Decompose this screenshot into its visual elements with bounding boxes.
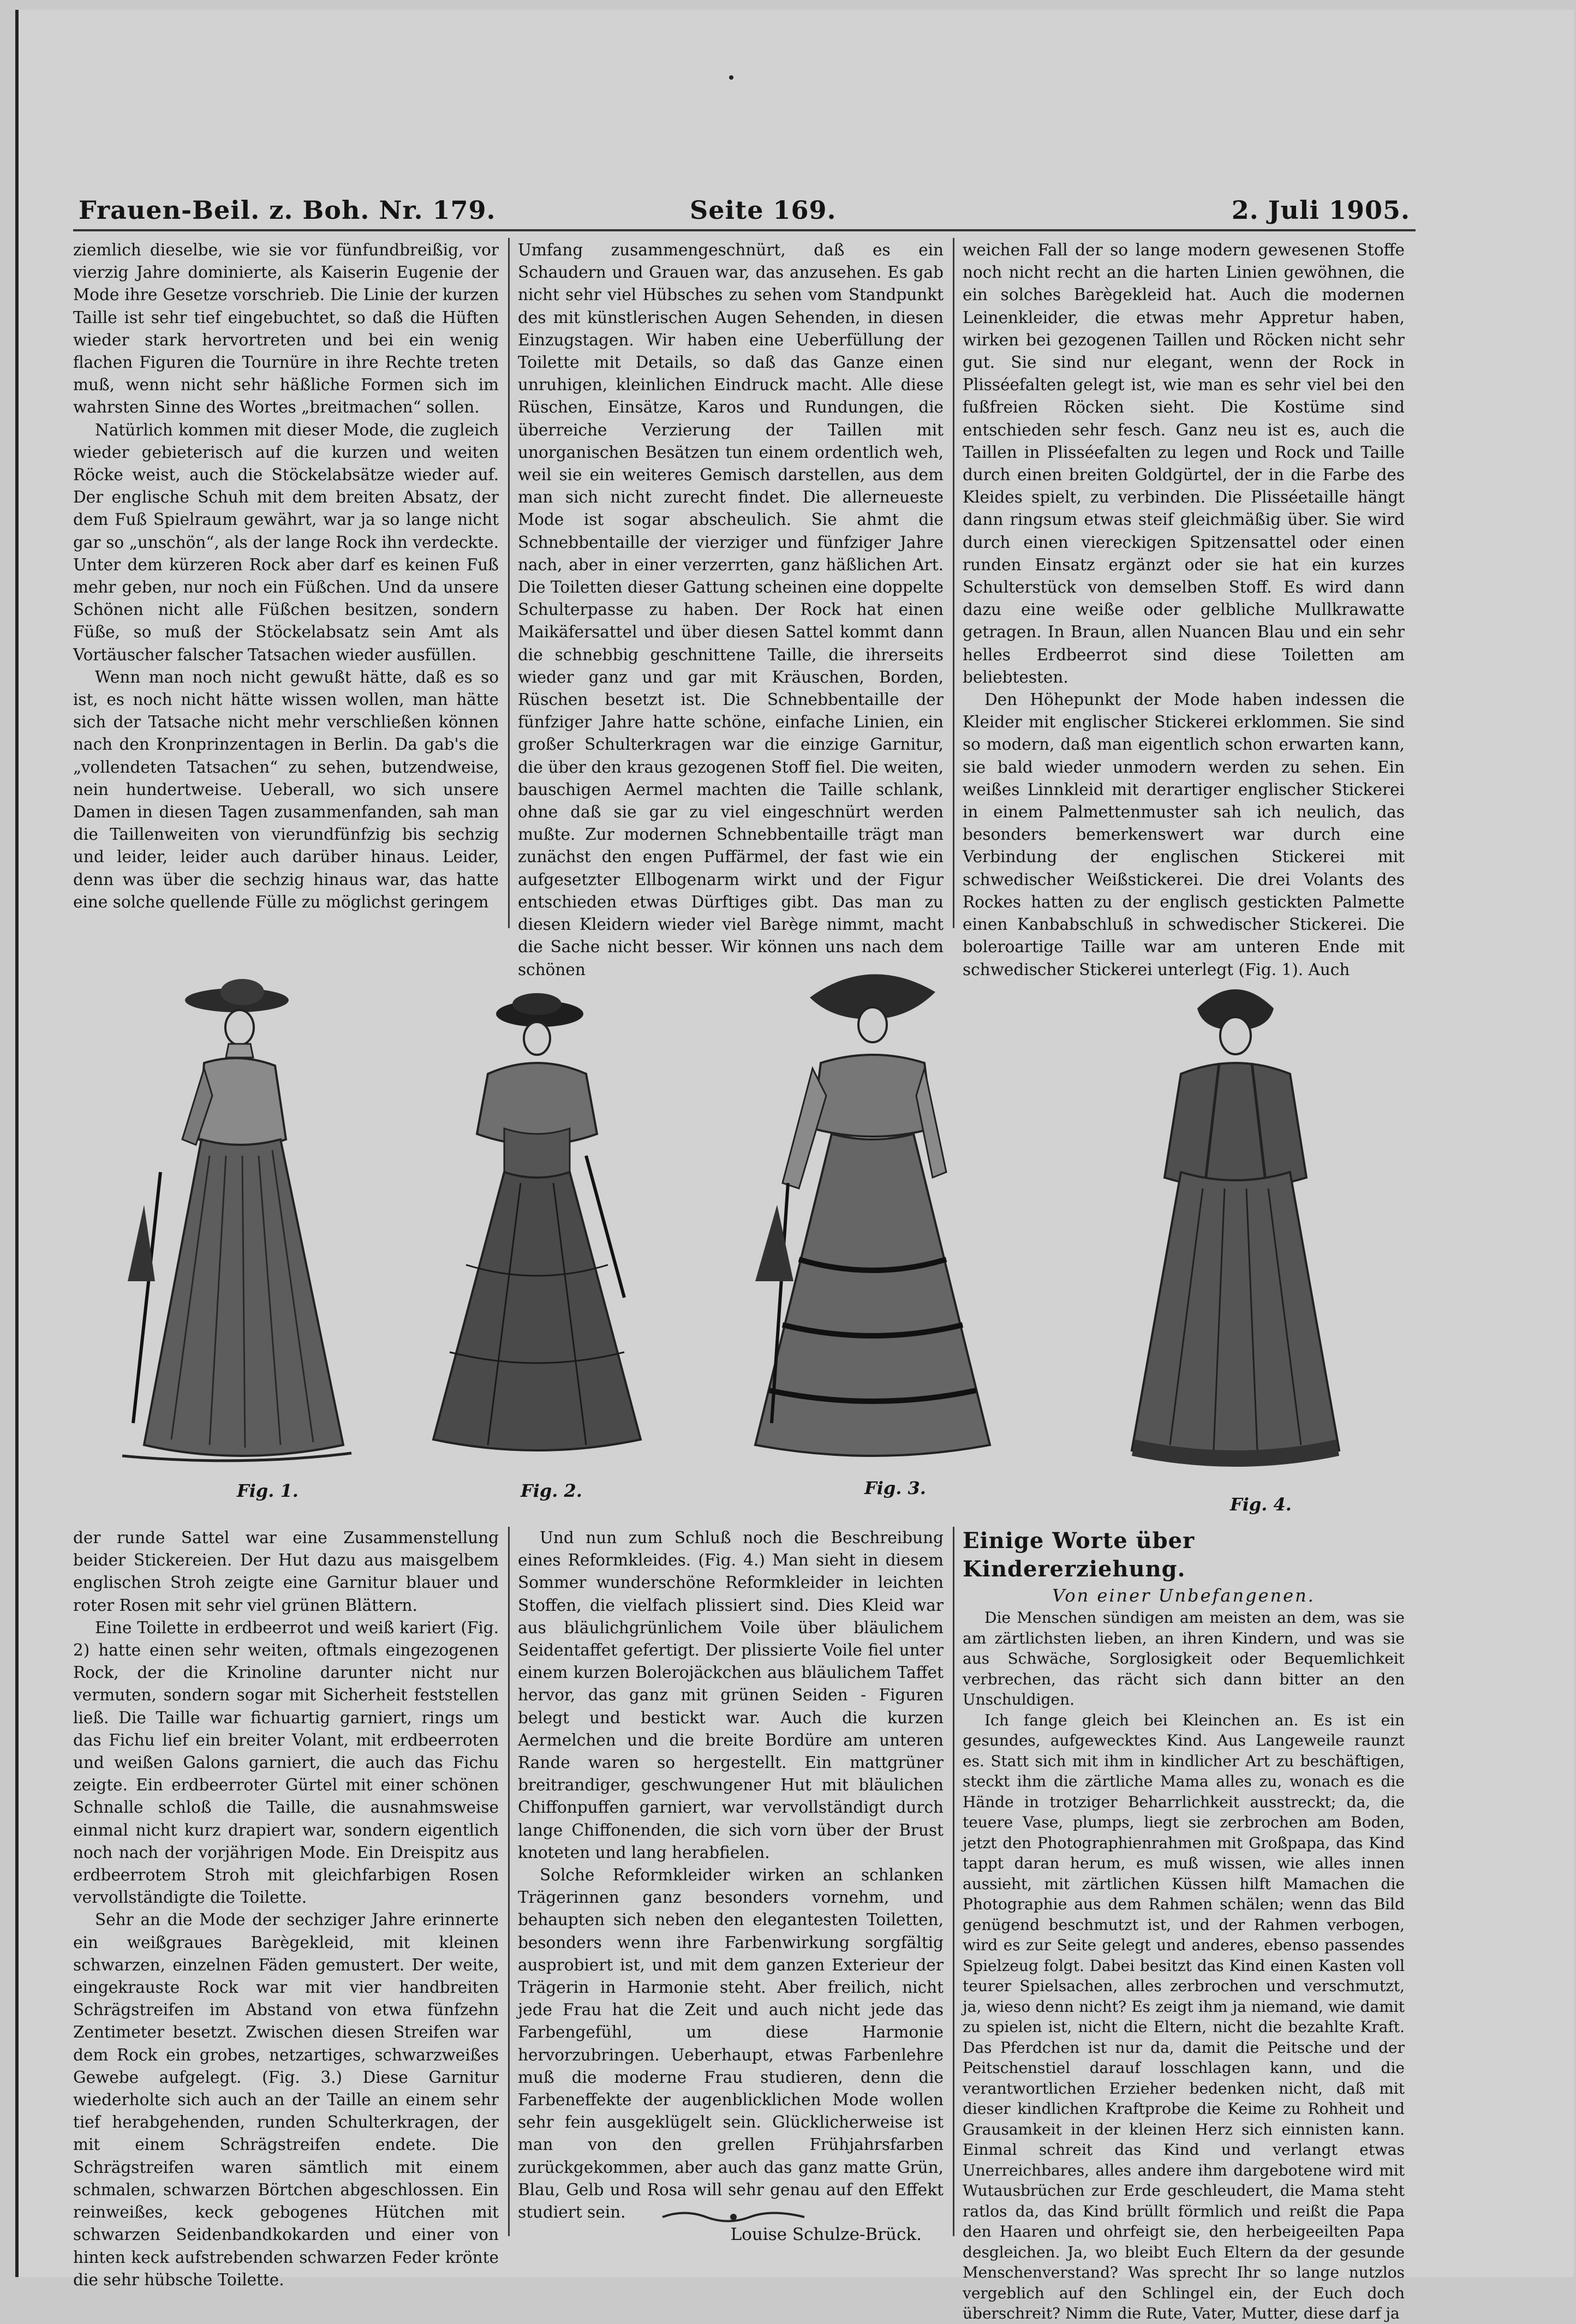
figure-1-caption: Fig. 1. bbox=[237, 1480, 299, 1501]
paragraph: Solche Reformkleider wirken an schlanken Trägerinnen ganz besonders vornehm, und behaupten sich neben den elegantesten Toiletten, besonders wenn ihre Farbenwirkung sorgfältig ausprobiert ist, und mit dem ganzen Exterieur der Trägerin in Harmonie steht. Aber freilich, nicht jede Frau hat die Zeit und auch nicht jede das Farbengefühl, um diese Harmonie hervorzubringen. Ueberhaupt, etwas Farbenlehre muß die moderne Frau studieren, denn die Farbeneffekte der augenblicklichen Mode wollen sehr fein ausgeklügelt sein. Glücklicherweise ist man von den grellen Frühjahrsfarben zurückgekommen, aber auch das ganz matte Grün, Blau, Gelb und Rosa will sehr genau auf den Effekt studiert sein. bbox=[518, 1866, 944, 2222]
column-1-top bbox=[73, 239, 499, 927]
figure-4-drawing bbox=[1121, 970, 1350, 1472]
fashion-illustration bbox=[73, 932, 1421, 1516]
figure-1-drawing bbox=[122, 976, 351, 1467]
paragraph: Eine Toilette in erdbeerrot und weiß kariert (Fig. 2) hatte einen sehr weiten, oftmals eingezogenen Rock, der die Krinoline darunter nicht nur vermuten, sondern sogar mit Sicherheit feststellen ließ. Die Taille war fichuartig garniert, rings um das Fichu lief ein breiter Volant, mit erdbeerroten und weißen Galons garniert, die auch das Fichu zeigte. Ein erdbeerroter Gürtel mit einer schönen Schnalle schloß die Taille, die ausnahmsweise einmal nicht kurz drapiert war, sondern eigentlich noch nach der vorjährigen Mode. Ein Dreispitz aus erdbeerrotem Stroh mit gleichfarbigen Rosen vervollständigte die Toilette. bbox=[73, 1618, 499, 1907]
figure-3-caption: Fig. 3. bbox=[864, 1478, 926, 1498]
column-2-bottom bbox=[518, 1527, 944, 2245]
ink-dot bbox=[729, 75, 733, 80]
paragraph: Sehr an die Mode der sechziger Jahre erinnerte ein weißgraues Barègekleid, mit kleinen schwarzen, einzelnen Fäden gemustert. Der weite, eingekrauste Rock war mit vier handbreiten Schrägstreifen im Abstand von etwa fünfzehn Zentimeter besetzt. Zwischen diesen Streifen war dem Rock ein grobes, netzartiges, schwarzweißes Gewebe aufgelegt. (Fig. 3.) Diese Garnitur wiederholte sich auch an der Taille an einem sehr tief herabgehenden, runden Schulterkragen, der mit einem Schrägstreifen endete. Die Schrägstreifen waren sämtlich mit einem schmalen, schwarzen Börtchen abgeschlossen. Ein reinweißes, keck gebogenes Hütchen mit schwarzen Seidenbandkokarden und einer von hinten keck aufstrebenden schwarzen Feder krönte die sehr hübsche Toilette. bbox=[73, 1910, 499, 2289]
column-3-bottom bbox=[963, 1527, 1405, 2322]
article-title: Einige Worte über Kindererziehung. bbox=[963, 1528, 1195, 1582]
figure-4-caption: Fig. 4. bbox=[1230, 1494, 1292, 1515]
paragraph: der runde Sattel war eine Zusammenstellung beider Stickereien. Der Hut dazu aus maisgelbem englischen Stroh zeigte eine Garnitur blauer und roter Rosen mit sehr viel grünen Blättern. bbox=[73, 1528, 499, 1615]
header-left: Frauen-Beil. z. Boh. Nr. 179. bbox=[79, 195, 496, 225]
paragraph: Ich fange gleich bei Kleinchen an. Es ist ein gesundes, aufgewecktes Kind. Aus Langeweile raunzt es. Statt sich mit ihm in kindlicher Art zu beschäftigen, steckt ihm die zärtliche Mama alles zu, wonach es die Hände in trotziger Beharrlichkeit ausstreckt; da, die teuere Vase, plumps, liegt sie zerbrochen am Boden, jetzt den Photographienrahmen mit Großpapa, das Kind tappt daran herum, es muß wissen, wie alles innen aussieht, mit zärtlichen Küssen hilft Mamachen die Photographie aus dem Rahmen schälen; wenn das Bild genügend beschmutzt ist, und der Rahmen verbogen, wird es zur Seite gelegt und anderes, ebenso passendes Spielzeug folgt. Dabei besitzt das Kind einen Kasten voll teurer Spielsachen, alles zerbrochen und verschmutzt, ja, wieso denn nicht? Es zeigt ihm ja niemand, wie damit zu spielen ist, nicht die Eltern, nicht die bezahlte Kraft. Das Pferdchen ist nur da, damit die Peitsche und der Peitschenstiel darauf losschlagen kann, und die verantwortlichen Erzieher bedenken nicht, daß mit dieser kindlichen Kraftprobe die Keime zu Rohheit und Grausamkeit in der kleinen Herz sich einnisten kann. Einmal schreit das Kind und verlangt etwas Unerreichbares, alles andere ihm dargebotene wird mit Wutausbrüchen zur Erde geschleudert, die Mama steht ratlos da, das Kind brüllt förmlich und reißt die Papa den Haaren und ohrfeigt sie, den herbeigeeilten Papa desgleichen. Ja, wo bleibt Euch Eltern da der gesunde Menschenverstand? Was sprecht Ihr so lange nutzlos vergeblich auf den Schlingel ein, der Euch doch überschreit? Nimm die Rute, Vater, Mutter, diese darf ja bbox=[963, 1711, 1405, 2322]
column-1-bottom bbox=[73, 1527, 499, 2289]
paragraph: Natürlich kommen mit dieser Mode, die zugleich wieder gebieterisch auf die kurzen und weiten Röcke weist, auch die Stöckelabsätze wieder auf. Der englische Schuh mit dem breiten Absatz, der dem Fuß Spielraum gewährt, war ja so lange nicht gar so „unschön“, als der lange Rock ihn verdeckte. Unter dem kürzeren Rock aber darf es keinen Fuß mehr geben, nur noch ein Füßchen. Und da unsere Schönen nicht alle Füßchen besitzen, sondern Füße, so muß der Stöckelabsatz sein Amt als Vortäuscher falscher Tatsachen wieder ausfüllen. bbox=[73, 420, 499, 664]
newspaper-page bbox=[15, 10, 1574, 2322]
figure-2-drawing bbox=[422, 992, 652, 1461]
ornament-divider bbox=[662, 2209, 804, 2225]
column-2-top bbox=[518, 239, 944, 979]
column-3-top bbox=[963, 239, 1405, 979]
column-divider bbox=[953, 1527, 954, 2236]
header-right: 2. Juli 1905. bbox=[1231, 195, 1410, 225]
article-subtitle: Von einer Unbefangenen. bbox=[1052, 1585, 1315, 1606]
page-header bbox=[79, 195, 1410, 228]
column-divider bbox=[953, 238, 954, 928]
header-center: Seite 169. bbox=[690, 195, 837, 225]
paragraph: Wenn man noch nicht gewußt hätte, daß es so ist, es noch nicht hätte wissen wollen, man hätte sich der Tatsache nicht mehr verschließen können nach den Kronprinzentagen in Berlin. Da gab's die „vollendeten Tatsachen“ zu sehen, butzendweise, nein hundertweise. Ueberall, wo sich unsere Damen in diesen Tagen zusammenfanden, sah man die Taillenweiten von vierundfünfzig bis sechzig und leider, leider auch darüber hinaus. Leider, denn was über die sechzig hinaus war, das hatte eine solche quellende Fülle zu möglichst geringem bbox=[73, 667, 499, 911]
figure-3-drawing bbox=[744, 954, 1001, 1467]
paragraph: Umfang zusammengeschnürt, daß es ein Schaudern und Grauen war, das anzusehen. Es gab nicht sehr viel Hübsches zu sehen vom Standpunkt des mit künstlerischen Augen Sehenden, in diesen Einzugstagen. Wir haben eine Ueberfüllung der Toilette mit Details, so daß das Ganze einen unruhigen, kleinlichen Eindruck macht. Alle diese Rüschen, Einsätze, Karos und Rundungen, die überreiche Verzierung der Taillen mit unorganischen Besätzen tun einem ordentlich weh, weil sie ein weiteres Gemisch darstellen, aus dem man sich nicht zurecht findet. Die allerneueste Mode ist sogar abscheulich. Sie ahmt die Schnebbentaille der vierziger und fünfziger Jahre nach, aber in einer verzerrten, ganz häßlichen Art. Die Toiletten dieser Gattung scheinen eine doppelte Schulterpasse zu haben. Der Rock hat einen Maikäfersattel und über diesen Sattel kommt dann die schnebbig geschnittene Taille, die ihrerseits wieder ganz und gar mit Kräuschen, Borden, Rüschen besetzt ist. Die Schnebbentaille der fünfziger Jahre hatte schöne, einfache Linien, ein großer Schulterkragen war die einzige Garnitur, die über den kraus gezogenen Stoff fiel. Die weiten, bauschigen Aermel machten die Taille schlank, ohne daß sie gar zu viel eingeschnürt werden mußte. Zur modernen Schnebbentaille trägt man zunächst den engen Puffärmel, der fast wie ein aufgesetzter Ellbogenarm wirkt und der Figur entschieden etwas Dürftiges gibt. Das man zu diesen Kleidern wieder viel Barège nimmt, macht die Sache nicht besser. Wir können uns nach dem schönen bbox=[518, 241, 944, 979]
column-divider bbox=[508, 238, 510, 928]
paragraph: ziemlich dieselbe, wie sie vor fünfundbreißig, vor vierzig Jahre dominierte, als Kaiserin Eugenie der Mode ihre Gesetze vorschrieb. Die Linie der kurzen Taille ist sehr tief eingebuchtet, so daß die Hüften wieder stark hervortreten und bei ein wenig flachen Figuren die Tournüre in ihre Rechte treten muß, wenn nicht sehr häßliche Formen sich im wahrsten Sinne des Wortes „breitmachen“ sollen. bbox=[73, 241, 499, 417]
paragraph: Und nun zum Schluß noch die Beschreibung eines Reformkleides. (Fig. 4.) Man sieht in diesem Sommer wunderschöne Reformkleider in leichten Stoffen, die vielfach plissiert sind. Dies Kleid war aus bläulichgrünlichem Voile über bläulichem Seidentaffet gefertigt. Der plissierte Voile fiel unter einem kurzen Bolerojäckchen aus bläulichem Taffet hervor, das ganz mit grünen Seiden - Figuren belegt und bestickt war. Auch die kurzen Aermelchen und die breite Bordüre am unteren Rande waren so hergestellt. Ein mattgrüner breitrandiger, geschwungener Hut mit bläulichen Chiffonpuffen garniert, war vervollständigt durch lange Chiffonenden, die sich vorn über der Brust knoteten und lang herabfielen. bbox=[518, 1528, 944, 1862]
column-divider bbox=[508, 1527, 510, 2236]
figure-2-caption: Fig. 2. bbox=[521, 1480, 582, 1501]
header-rule bbox=[73, 229, 1416, 231]
paragraph: weichen Fall der so lange modern gewesenen Stoffe noch nicht recht an die harten Linien gewöhnen, die ein solches Barègekleid hat. Auch die modernen Leinenkleider, die etwas mehr Appretur haben, wirken bei gezogenen Taillen und Röcken nicht sehr gut. Sie sind nur elegant, wenn der Rock in Plisséefalten gelegt ist, wie man es sehr viel bei den fußfreien Röcken sieht. Die Kostüme sind entschieden sehr fesch. Ganz neu ist es, auch die Taillen in Plisséefalten zu legen und Rock und Taille durch einen breiten Goldgürtel, der in die Farbe des Kleides spielt, zu verbinden. Die Plisséetaille hängt dann ringsum etwas steif gleichmäßig über. Sie wird durch einen viereckigen Spitzensattel oder einen runden Einsatz ergänzt oder sie hat ein kurzes Schulterstück von demselben Stoff. Es wird dann dazu eine weiße oder gelbliche Mullkrawatte getragen. In Braun, allen Nuancen Blau und ein sehr helles Erdbeerrot sind diese Toiletten am beliebtesten. bbox=[963, 241, 1405, 686]
author-signature: Louise Schulze-Brück. bbox=[730, 2225, 922, 2245]
paragraph: Den Höhepunkt der Mode haben indessen die Kleider mit englischer Stickerei erklommen. Sie sind so modern, daß man eigentlich schon erwarten kann, sie bald wieder unmodern werden zu sehen. Ein weißes Linnkleid mit derartiger englischer Stickerei in einem Palmettenmuster sah ich neulich, das besonders bemerkenswert war durch eine Verbindung der englischen Stickerei mit schwedischer Weißstickerei. Die drei Volants des Rockes hatten zu der englisch gestickten Palmette einen Kanbabschluß in schwedischer Stickerei. Die boleroartige Taille war am unteren Ende mit schwedischer Stickerei unterlegt (Fig. 1). Auch bbox=[963, 690, 1405, 979]
paragraph: Die Menschen sündigen am meisten an dem, was sie am zärtlichsten lieben, an ihren Kindern, und was sie aus Schwäche, Sorglosigkeit oder Bequemlichkeit verbrechen, das rächt sich dann bitter an den Unschuldigen. bbox=[963, 1609, 1405, 1708]
